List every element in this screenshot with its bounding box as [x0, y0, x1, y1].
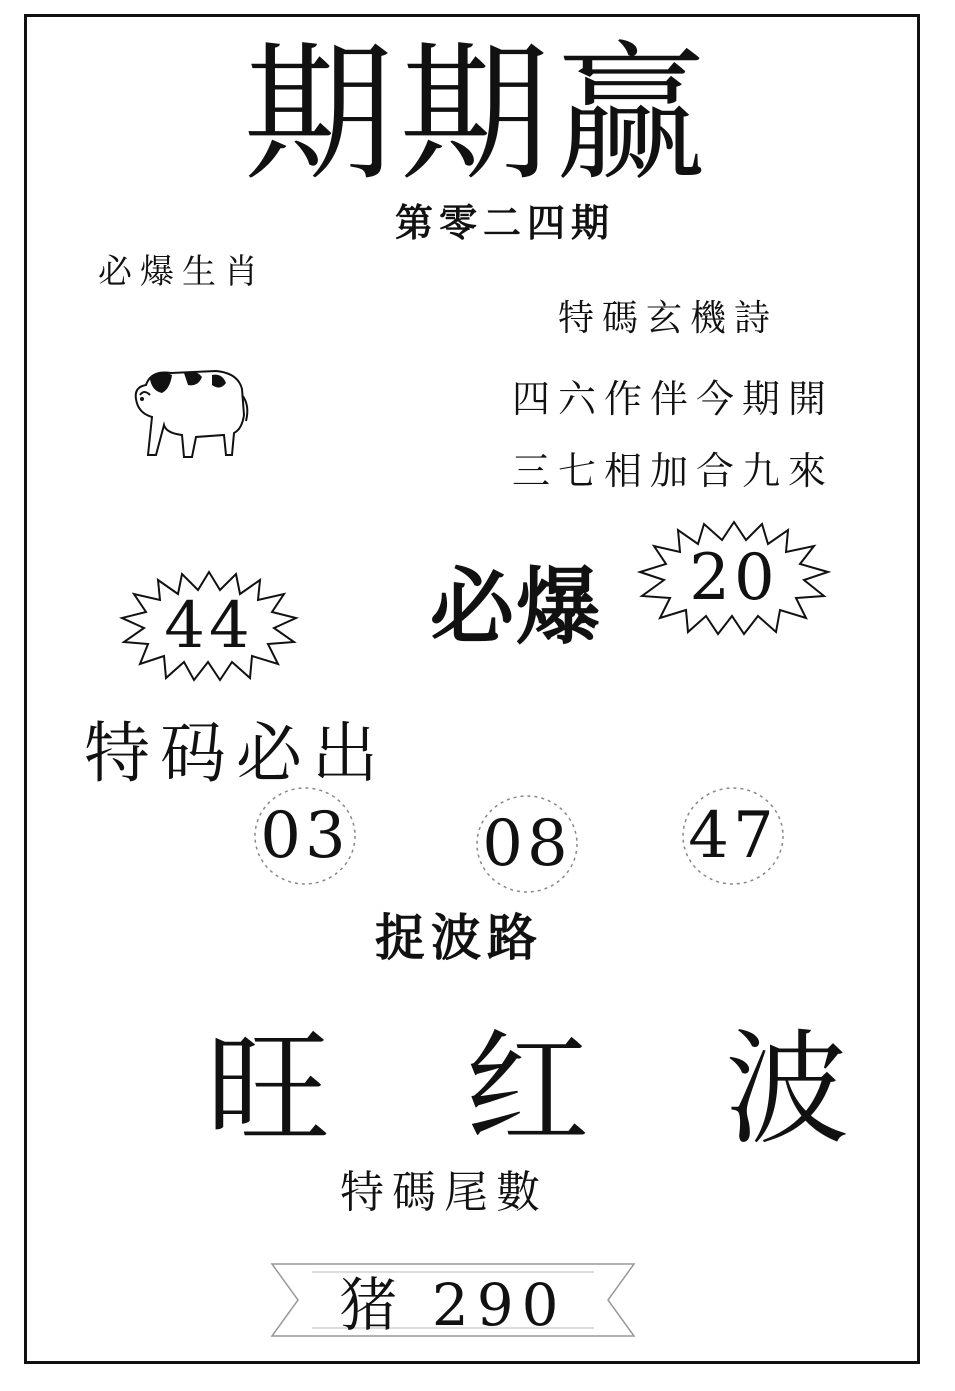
special-sure-label: 特码必出 [84, 715, 388, 792]
poem-line-2: 三七相加合九來 [512, 449, 835, 493]
starburst-right [636, 518, 832, 638]
tail-label: 特碼尾數 [340, 1167, 548, 1218]
must-explode-label: 必爆 [430, 558, 603, 656]
number-ball-value: 47 [688, 799, 778, 873]
wave-value: 旺 红 波 [206, 1018, 897, 1162]
starburst-left-number: 44 [164, 588, 254, 663]
ox-icon [126, 355, 256, 465]
number-ball [678, 784, 788, 888]
tail-value: 猪 290 [339, 1271, 567, 1339]
page-title: 期期赢 [243, 28, 712, 202]
zodiac-label: 必爆生肖 [98, 252, 266, 292]
must-explode-number: 20 [689, 541, 779, 615]
starburst-left [118, 568, 300, 683]
tail-banner [268, 1258, 638, 1342]
poem-line-1: 四六作伴今期開 [512, 377, 835, 421]
number-ball [472, 792, 582, 896]
issue-number: 第零二四期 [395, 200, 616, 245]
number-ball-value: 08 [482, 807, 572, 881]
poem-title: 特碼玄機詩 [558, 298, 779, 339]
number-ball [250, 784, 360, 888]
wave-label: 捉波路 [375, 909, 543, 967]
number-ball-value: 03 [260, 799, 350, 873]
